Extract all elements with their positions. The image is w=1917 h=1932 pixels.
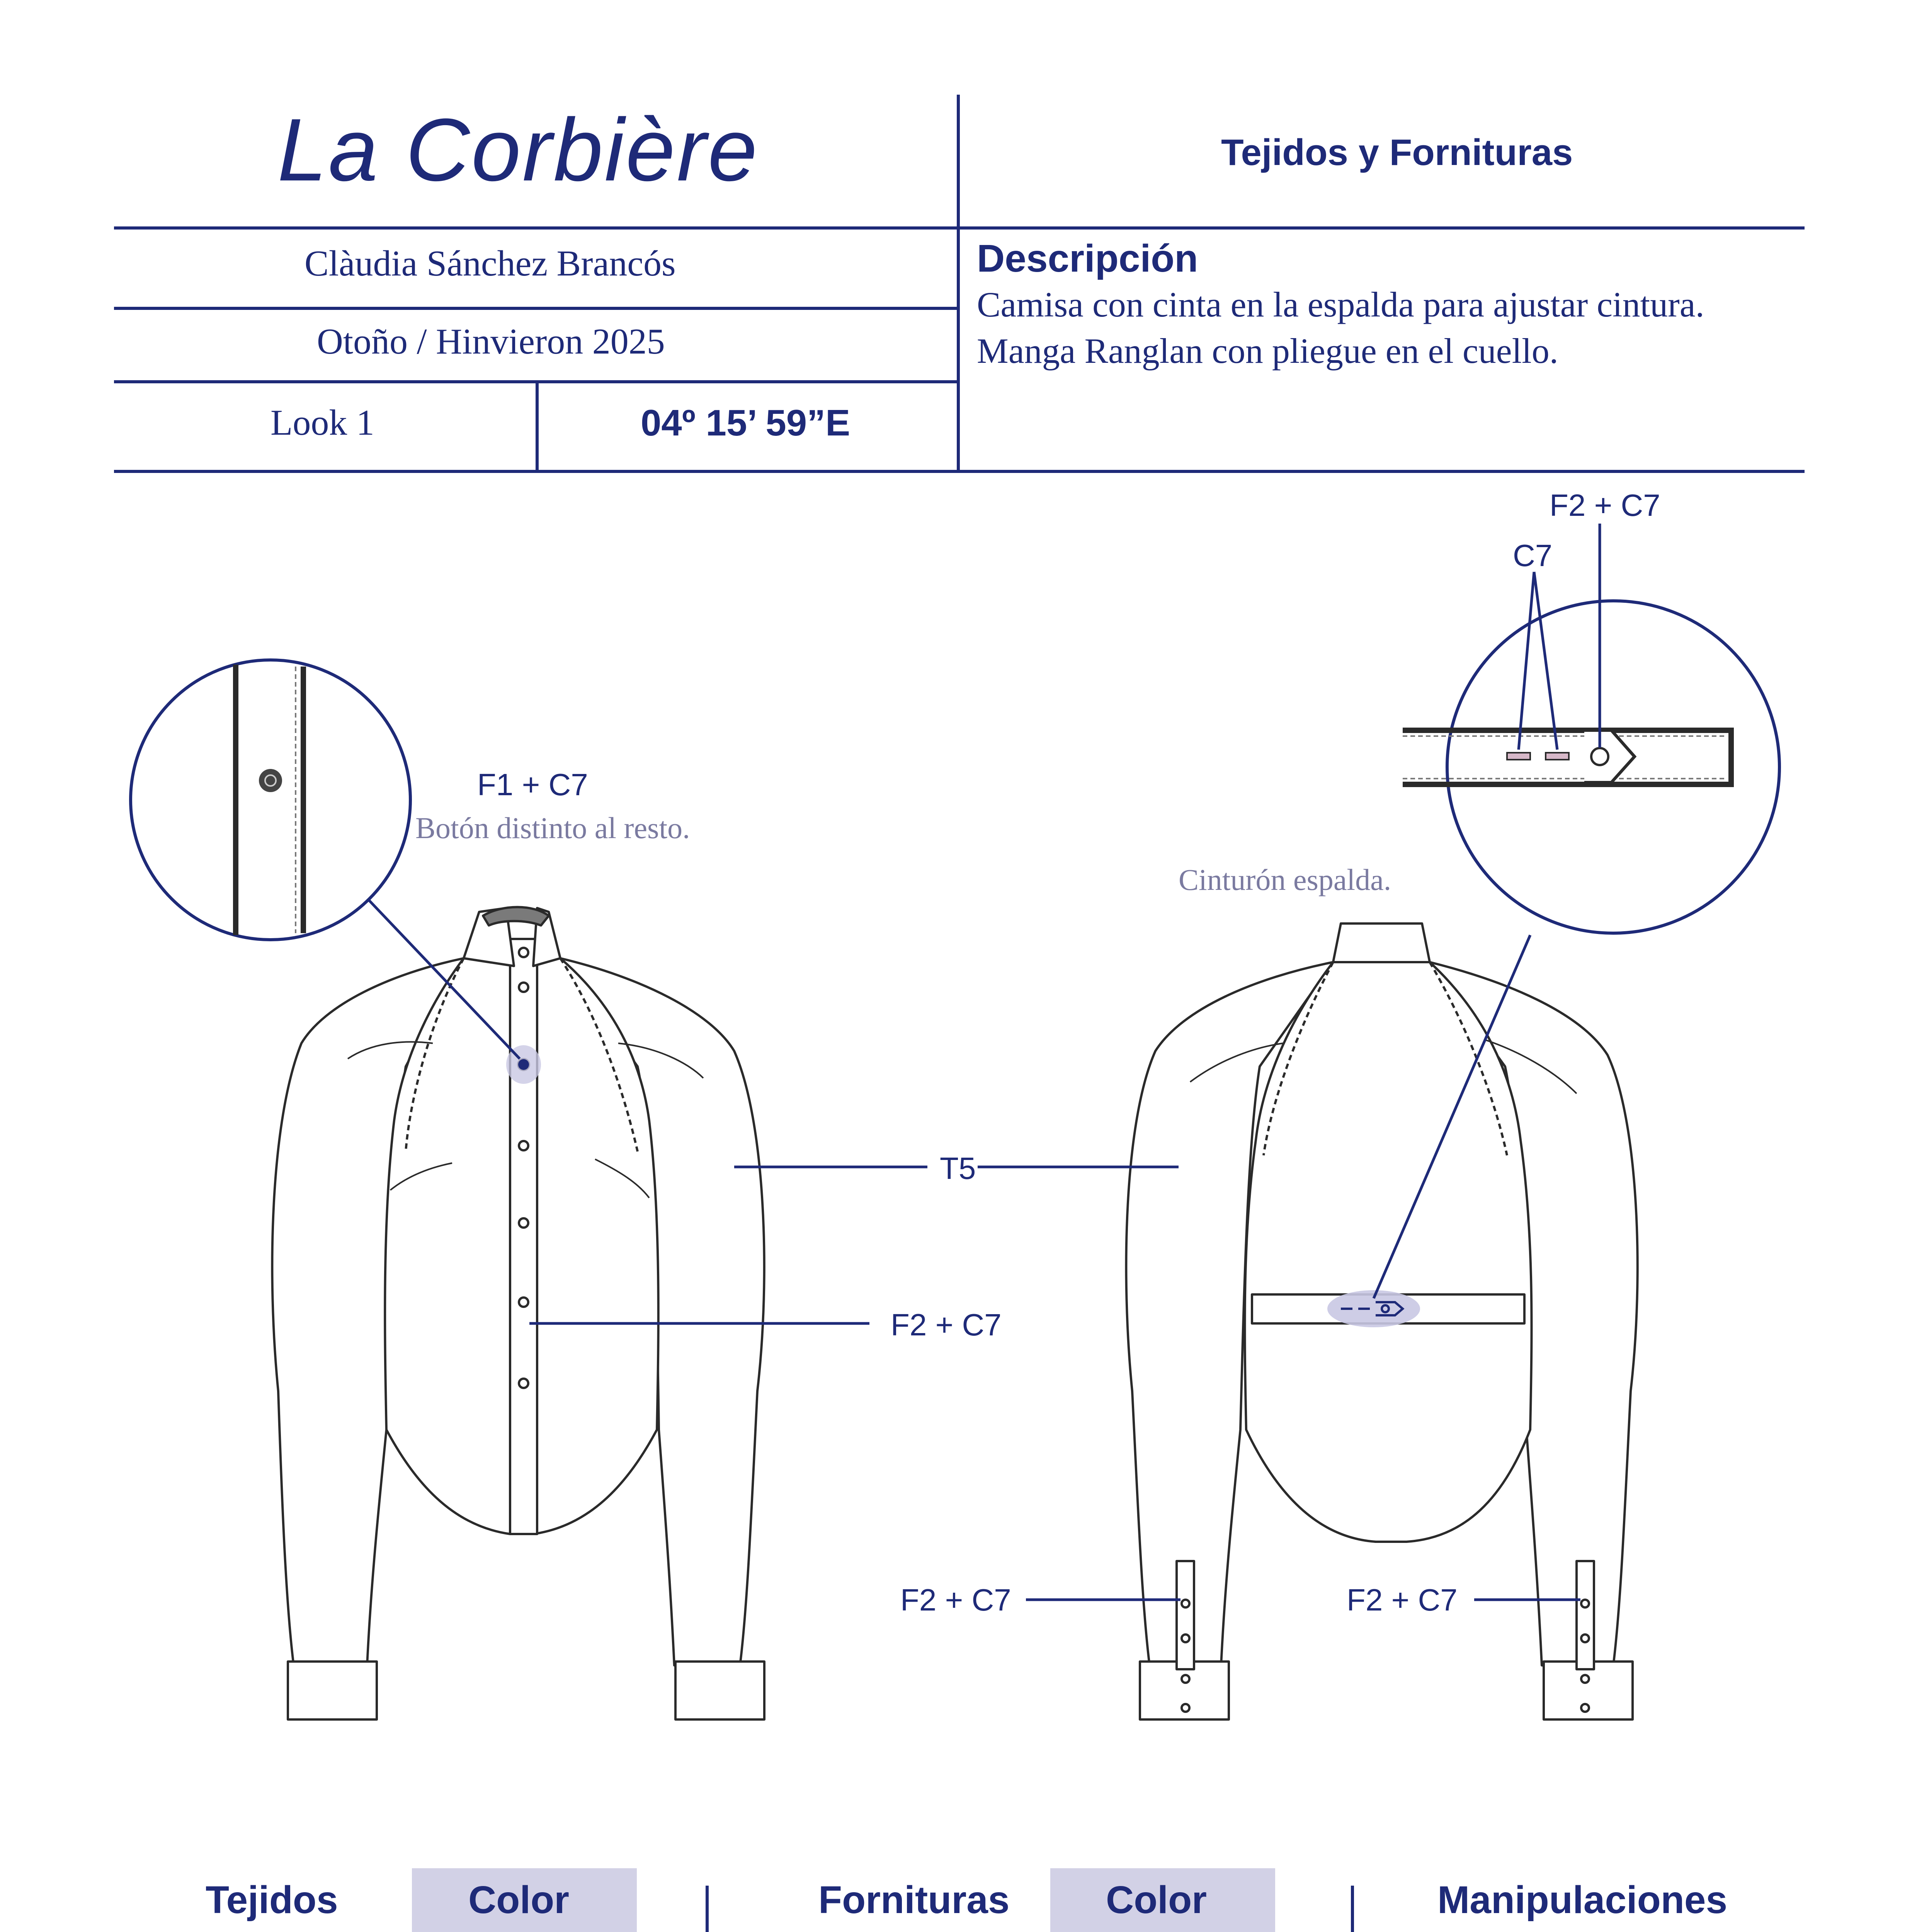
front-placket (510, 939, 537, 1534)
back-left-cuff-placket (1177, 1561, 1194, 1669)
description-line-2: Manga Ranglan con pliegue en el cuello. (977, 331, 1558, 371)
designer-name: Clàudia Sánchez Brancós (304, 243, 676, 284)
front-button (519, 1379, 528, 1388)
fornituras-header: Fornituras (818, 1878, 1010, 1922)
cuff-button (1182, 1675, 1189, 1683)
callout-back-belt-note: Cinturón espalda. (1179, 863, 1391, 896)
section-title: Tejidos y Fornituras (1221, 132, 1573, 173)
callout-front-detail-code: F1 + C7 (477, 767, 588, 802)
front-left-cuff (288, 1662, 377, 1719)
cuff-button (1182, 1634, 1189, 1642)
back-detail-circle (1403, 601, 1779, 933)
callout-front-placket-code: F2 + C7 (891, 1308, 1002, 1342)
callout-back-detail-c7: C7 (1513, 538, 1553, 573)
callout-back-detail-top: F2 + C7 (1550, 488, 1660, 522)
cuff-button (1581, 1704, 1589, 1712)
back-right-cuff-placket (1577, 1561, 1594, 1669)
back-body (1245, 962, 1531, 1542)
tejidos-header: Tejidos (206, 1878, 338, 1922)
front-button (519, 1218, 528, 1228)
front-detail-circle (131, 660, 410, 940)
season-label: Otoño / Hinvieron 2025 (317, 321, 665, 362)
front-feature-button-dot (518, 1059, 529, 1070)
cuff-button (1182, 1600, 1189, 1607)
callout-cuff-left: F2 + C7 (900, 1583, 1011, 1617)
callout-front-detail-note: Botón distinto al resto. (415, 811, 690, 845)
manipulaciones-header: Manipulaciones (1437, 1878, 1728, 1922)
cuff-button (1581, 1634, 1589, 1642)
front-shirt-sketch (272, 907, 764, 1720)
front-button (519, 983, 528, 992)
description-line-1: Camisa con cinta en la espalda para ajustar cintura. (977, 285, 1704, 324)
cuff-button (1581, 1675, 1589, 1683)
front-right-cuff (675, 1662, 764, 1719)
brand-title: La Corbière (277, 100, 759, 199)
spiral-button-icon (259, 769, 282, 792)
color-header-2: Color (1106, 1878, 1207, 1922)
front-button (519, 1141, 528, 1150)
callout-fabric-code: T5 (940, 1151, 976, 1185)
cuff-button (1182, 1704, 1189, 1712)
back-collar (1333, 923, 1430, 962)
color-header-1: Color (468, 1878, 570, 1922)
front-button (519, 948, 528, 957)
callout-cuff-right: F2 + C7 (1347, 1583, 1458, 1617)
look-label: Look 1 (270, 403, 374, 443)
cuff-button (1581, 1600, 1589, 1607)
coordinates-label: 04º 15’ 59”E (641, 402, 850, 444)
front-button (519, 1298, 528, 1307)
description-title: Descripción (977, 237, 1198, 280)
